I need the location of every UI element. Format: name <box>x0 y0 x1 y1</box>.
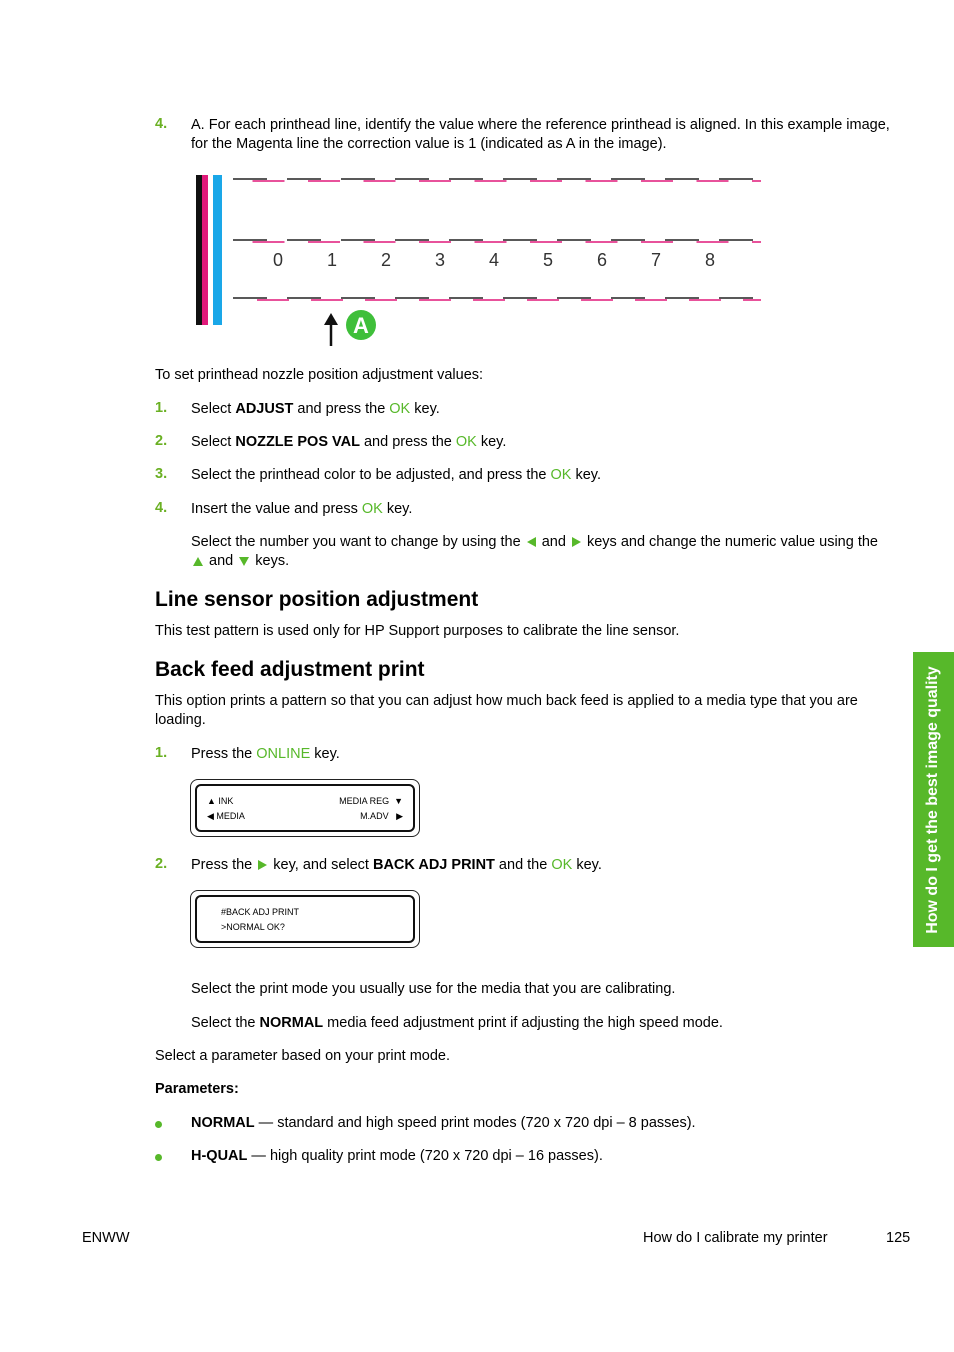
step-number: 1. <box>155 400 168 416</box>
magenta-bar <box>202 175 208 325</box>
pattern-digit: 8 <box>704 250 716 270</box>
step-number: 3. <box>155 466 168 482</box>
footer-left: ENWW <box>82 1230 130 1246</box>
chapter-side-tab <box>913 652 954 947</box>
section-body: This test pattern is used only for HP Support purposes to calibrate the line sensor. <box>155 623 680 639</box>
right-arrow-icon <box>572 537 581 547</box>
body-text: Select a parameter based on your print mode. <box>155 1048 450 1064</box>
section-body: This option prints a pattern so that you can adjust how much back feed is applied to a media type that you are loading. <box>155 693 858 728</box>
step-note: Select the number you want to change by using the and keys and change the numeric value using the and keys. <box>191 534 878 569</box>
pattern-digit: 0 <box>272 250 284 270</box>
step-number: 4. <box>155 116 168 132</box>
intro-text: To set printhead nozzle position adjustment values: <box>155 367 484 383</box>
lcd-display <box>190 890 420 948</box>
step-text: Select the printhead color to be adjusted, and press the OK key. <box>191 467 602 483</box>
lcd-text: MEDIA REG ▼ <box>339 796 403 806</box>
lcd-text: >NORMAL OK? <box>221 922 285 932</box>
step-text: Press the ONLINE key. <box>191 746 340 762</box>
right-arrow-icon <box>258 860 267 870</box>
pattern-digit: 2 <box>380 250 392 270</box>
arrow-head <box>324 313 338 325</box>
pattern-lines <box>233 179 761 300</box>
alignment-pattern-figure <box>193 168 761 352</box>
lcd-text: #BACK ADJ PRINT <box>221 907 300 917</box>
pattern-digit: 3 <box>434 250 446 270</box>
step-number: 4. <box>155 500 168 516</box>
pattern-digit: 1 <box>326 250 338 270</box>
param-item: H-QUAL — high quality print mode (720 x 720 dpi – 16 passes). <box>191 1148 603 1164</box>
side-tab-label: How do I get the best image quality <box>924 666 941 934</box>
params-label: Parameters: <box>155 1081 239 1097</box>
left-arrow-icon <box>527 537 536 547</box>
white-gap <box>208 175 213 325</box>
down-arrow-icon <box>239 557 249 566</box>
footer-title: How do I calibrate my printer <box>643 1230 828 1246</box>
marker-label: A <box>353 313 369 338</box>
step-text: Press the key, and select BACK ADJ PRINT and the OK key. <box>191 857 602 873</box>
lcd-text: M.ADV ▶ <box>360 811 403 821</box>
step-text: Insert the value and press OK key. <box>191 501 413 517</box>
black-bar <box>196 175 202 325</box>
bullet-icon <box>155 1154 162 1161</box>
pattern-digit: 7 <box>650 250 662 270</box>
lcd-text: ◀ MEDIA <box>207 811 245 821</box>
step-text: Select ADJUST and press the OK key. <box>191 401 440 417</box>
cyan-bar <box>213 175 222 325</box>
bullet-icon <box>155 1121 162 1128</box>
pattern-digit: 6 <box>596 250 608 270</box>
pattern-digits <box>273 250 715 270</box>
pattern-digit: 4 <box>488 250 500 270</box>
step-text: A. For each printhead line, identify the value where the reference printhead is aligned. In this example image, for the Magenta line the correction value is 1 (indicated as A in the image). <box>191 117 890 152</box>
section-heading: Line sensor position adjustment <box>155 588 479 611</box>
lcd-display <box>190 779 420 837</box>
page-number: 125 <box>886 1230 911 1246</box>
note-text: Select the print mode you usually use for the media that you are calibrating. <box>191 981 676 997</box>
lcd-text: ▲ INK <box>207 796 234 806</box>
step-number: 1. <box>155 745 168 761</box>
param-item: NORMAL — standard and high speed print modes (720 x 720 dpi – 8 passes). <box>191 1115 696 1131</box>
note-text: Select the NORMAL media feed adjustment print if adjusting the high speed mode. <box>191 1015 723 1031</box>
section-heading: Back feed adjustment print <box>155 658 425 681</box>
step-text: Select NOZZLE POS VAL and press the OK key. <box>191 434 507 450</box>
step-number: 2. <box>155 856 168 872</box>
step-number: 2. <box>155 433 168 449</box>
pattern-digit: 5 <box>542 250 554 270</box>
up-arrow-icon <box>193 557 203 566</box>
